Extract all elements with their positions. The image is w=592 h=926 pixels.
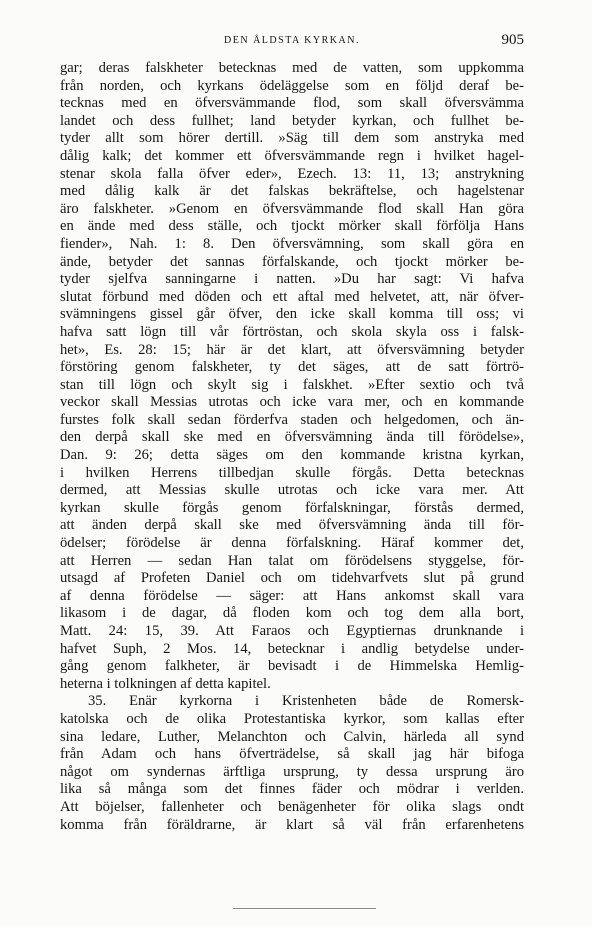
text-line: gar; deras falskheter betecknas med de vatten, som uppkomma [60,60,524,76]
text-line: från norden, och kyrkans ödeläggelse som en följd deraf be- [60,77,524,94]
text-line: i hvilken Herrens tillbedjan skulle förgås. Detta betecknas [60,464,524,481]
text-line: Matt. 24: 15, 39. Att Faraos och Egyptiernas drunknande i [60,623,524,639]
text-line: landet och dess fullhet; land betyder kyrkan, och fullhet be- [60,112,524,129]
text-line: katolska och de olika Protestantiska kyrkor, som kallas efter [60,710,524,727]
text-line: furstes folk skall sedan förderfva staden och helgedomen, och än- [60,411,524,428]
text-line: ödelser; förödelse är denna förfalskning. Häraf kommer det, [60,535,524,552]
text-line: 35. Enär kyrkorna i Kristenheten både de Romersk- [88,693,524,710]
text-line: hafva satt lögn till vår förtröstan, och skola skyla oss i falsk- [60,323,524,340]
text-line: sina ledare, Luther, Melanchton och Calvin, härleda all synd [60,728,524,745]
text-line: Dan. 9: 26; detta säges om den kommande kristna kyrkan, [60,447,524,464]
text-line: äro falskheter. »Genom en öfversvämmande flod skall Han göra [60,200,524,217]
footer-rule [233,908,376,909]
text-line: att änden derpå skall ske med öfversvämning ända till för- [60,517,524,534]
text-line: svämningens gissel går öfver, den icke skall komma till oss; vi [60,306,524,323]
text-line: heterna i tolkningen af detta kapitel. [60,675,271,692]
running-title: DEN ÅLDSTA KYRKAN. [224,35,360,46]
text-line: fiender», Nah. 1: 8. Den öfversvämning, som skall göra en [60,235,524,252]
text-line: stenar skola falla öfver eder», Ezech. 13: 11, 13; anstrykning [60,165,524,182]
text-line: tecknas med en öfversvämmande flod, som skall öfversvämma [60,95,524,112]
text-line: utsagd af Profeten Daniel och om tidehvarfvets slut på grund [60,570,524,587]
text-line: dermed, att Messias skulle utrotas och icke vara mer. Att [60,482,524,499]
text-line: dålig kalk; det kommer ett öfversvämmande regn i hvilket hagel- [60,147,524,164]
text-line: kyrkan skulle förgås genom förfalskningar, förstås dermed, [60,499,524,516]
text-line: veckor skall Messias utrotas och icke vara mer, och en kommande [60,394,524,411]
text-line: stan till lögn och skylt sig i falskhet. »Efter sextio och två [60,376,524,393]
text-line: komma från föräldrarne, är klart så väl från erfarenhetens [60,816,524,833]
text-line: af denna förödelse — säger: att Hans ankomst skall vara [60,587,524,604]
text-line: hafvet Suph, 2 Mos. 14, betecknar i andlig betydelse under- [60,640,524,657]
text-line: tyder allt som hörer dertill. »Säg till dem som anstryka med [60,130,524,147]
text-line: gång genom falkheter, är bevisadt i de Himmelska Hemlig- [60,658,524,675]
text-line: att Herren — sedan Han talat om förödelsens styggelse, för- [60,552,524,569]
text-line: likasom i de dagar, då floden kom och tog dem alla bort, [60,605,524,622]
text-line: den derpå skall ske med en öfversvämning ända till förödelse», [60,429,524,446]
text-line: het», Es. 28: 15; här är det klart, att öfversvämning betyder [60,341,524,358]
text-line: lika så många som det finnes fäder och mödrar i verlden. [60,781,524,798]
text-line: Att böjelser, fallenheter och benägenheter för olika slags ondt [60,798,524,815]
text-line: något om syndernas ärftliga ursprung, ty dessa ursprung äro [60,763,524,780]
page-header [60,32,524,54]
text-line: ände, betyder det sannas förfalskande, och tjockt mörker be- [60,253,524,270]
text-line: med dålig kalk är det falskas bekräftelse, och hagelstenar [60,183,524,200]
page-number: 905 [501,32,524,48]
body-text [60,60,524,834]
text-line: förstöring genom falskheter, ty det säges, att de satt förtrö- [60,359,524,376]
text-line: en ände med dess ställe, och tjockt mörker skall förfölja Hans [60,218,524,235]
text-line: slutat förbund med döden och ett aftal med helvetet, att, när öfver- [60,288,524,305]
text-line: från Adam och hans öfverträdelse, så skall jag här bifoga [60,746,524,763]
text-line: tyder sjelfva sanningarne i natten. »Du har sagt: Vi hafva [60,271,524,288]
